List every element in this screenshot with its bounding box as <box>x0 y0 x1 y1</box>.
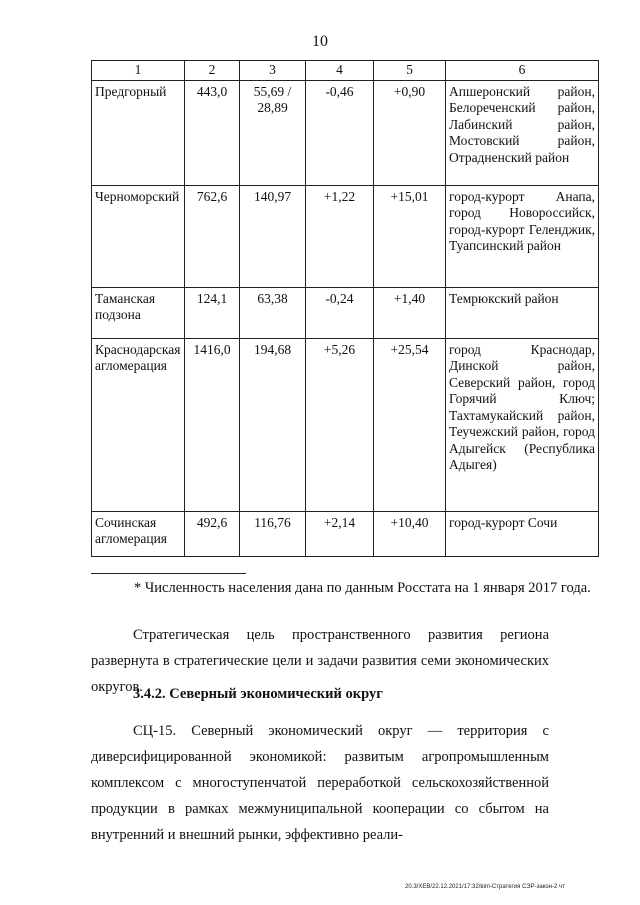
table-header-row <box>92 61 599 81</box>
districts-table <box>91 60 599 557</box>
column-header: 5 <box>374 61 446 81</box>
value-cell: -0,46 <box>306 80 374 185</box>
value-cell: +1,22 <box>306 185 374 287</box>
column-header: 1 <box>92 61 185 81</box>
value-cell: +2,14 <box>306 511 374 556</box>
district-name-cell: Черноморский <box>92 185 185 287</box>
value-cell: 492,6 <box>185 511 240 556</box>
table-row <box>92 338 599 511</box>
municipalities-cell: Темрюкский район <box>446 287 599 338</box>
value-cell: -0,24 <box>306 287 374 338</box>
district-name-cell: Таманская подзона <box>92 287 185 338</box>
value-cell: 762,6 <box>185 185 240 287</box>
value-cell: +1,40 <box>374 287 446 338</box>
body-paragraph: Стратегическая цель пространственного развития региона развернута в стратегические цели и задачи развития семи экономических округов. <box>91 627 549 695</box>
value-cell: +5,26 <box>306 338 374 511</box>
footer-stamp: 20.3/ХЕВ/22.12.2021/17:32/вim-Стратегия СЭР-закон-2 чт <box>405 884 565 890</box>
value-cell: +10,40 <box>374 511 446 556</box>
district-name-cell: Краснодарская агломерация <box>92 338 185 511</box>
table-row <box>92 80 599 185</box>
table-row <box>92 511 599 556</box>
footnote: * Численность населения дана по данным Росстата на 1 января 2017 года. <box>134 580 591 596</box>
table-row <box>92 287 599 338</box>
value-cell: 1416,0 <box>185 338 240 511</box>
page-number: 10 <box>312 33 328 50</box>
value-cell: 140,97 <box>240 185 306 287</box>
table-row <box>92 185 599 287</box>
footnote-divider <box>91 573 246 574</box>
value-cell: +0,90 <box>374 80 446 185</box>
body-paragraph: СЦ-15. Северный экономический округ — территория с диверсифицированной экономикой: развитым агропромышленным комплексом с многоступенчатой переработкой сельскохозяйственной продукции в рамках межмуниципальной кооперации со сбытом на внутренний и внешний рынки, эффективно реали- <box>91 723 549 843</box>
value-cell: 124,1 <box>185 287 240 338</box>
column-header: 2 <box>185 61 240 81</box>
value-cell: 194,68 <box>240 338 306 511</box>
district-name-cell: Предгорный <box>92 80 185 185</box>
column-header: 6 <box>446 61 599 81</box>
section-heading: 3.4.2. Северный экономический округ <box>133 686 383 702</box>
municipalities-cell: Апшеронский район, Белореченский район, Лабинский район, Мостовский район, Отрадненский район <box>446 80 599 185</box>
value-cell: 443,0 <box>185 80 240 185</box>
value-cell: 55,69 / 28,89 <box>240 80 306 185</box>
value-cell: 63,38 <box>240 287 306 338</box>
value-cell: +15,01 <box>374 185 446 287</box>
value-cell: +25,54 <box>374 338 446 511</box>
municipalities-cell: город-курорт Сочи <box>446 511 599 556</box>
municipalities-cell: город Краснодар, Динской район, Северский район, город Горячий Ключ; Тахтамукайский район, Теучежский район, город Адыгейск (Республика Адыгея) <box>446 338 599 511</box>
district-name-cell: Сочинская агломерация <box>92 511 185 556</box>
column-header: 3 <box>240 61 306 81</box>
value-cell: 116,76 <box>240 511 306 556</box>
column-header: 4 <box>306 61 374 81</box>
municipalities-cell: город-курорт Анапа, город Новороссийск, город-курорт Геленджик, Туапсинский район <box>446 185 599 287</box>
